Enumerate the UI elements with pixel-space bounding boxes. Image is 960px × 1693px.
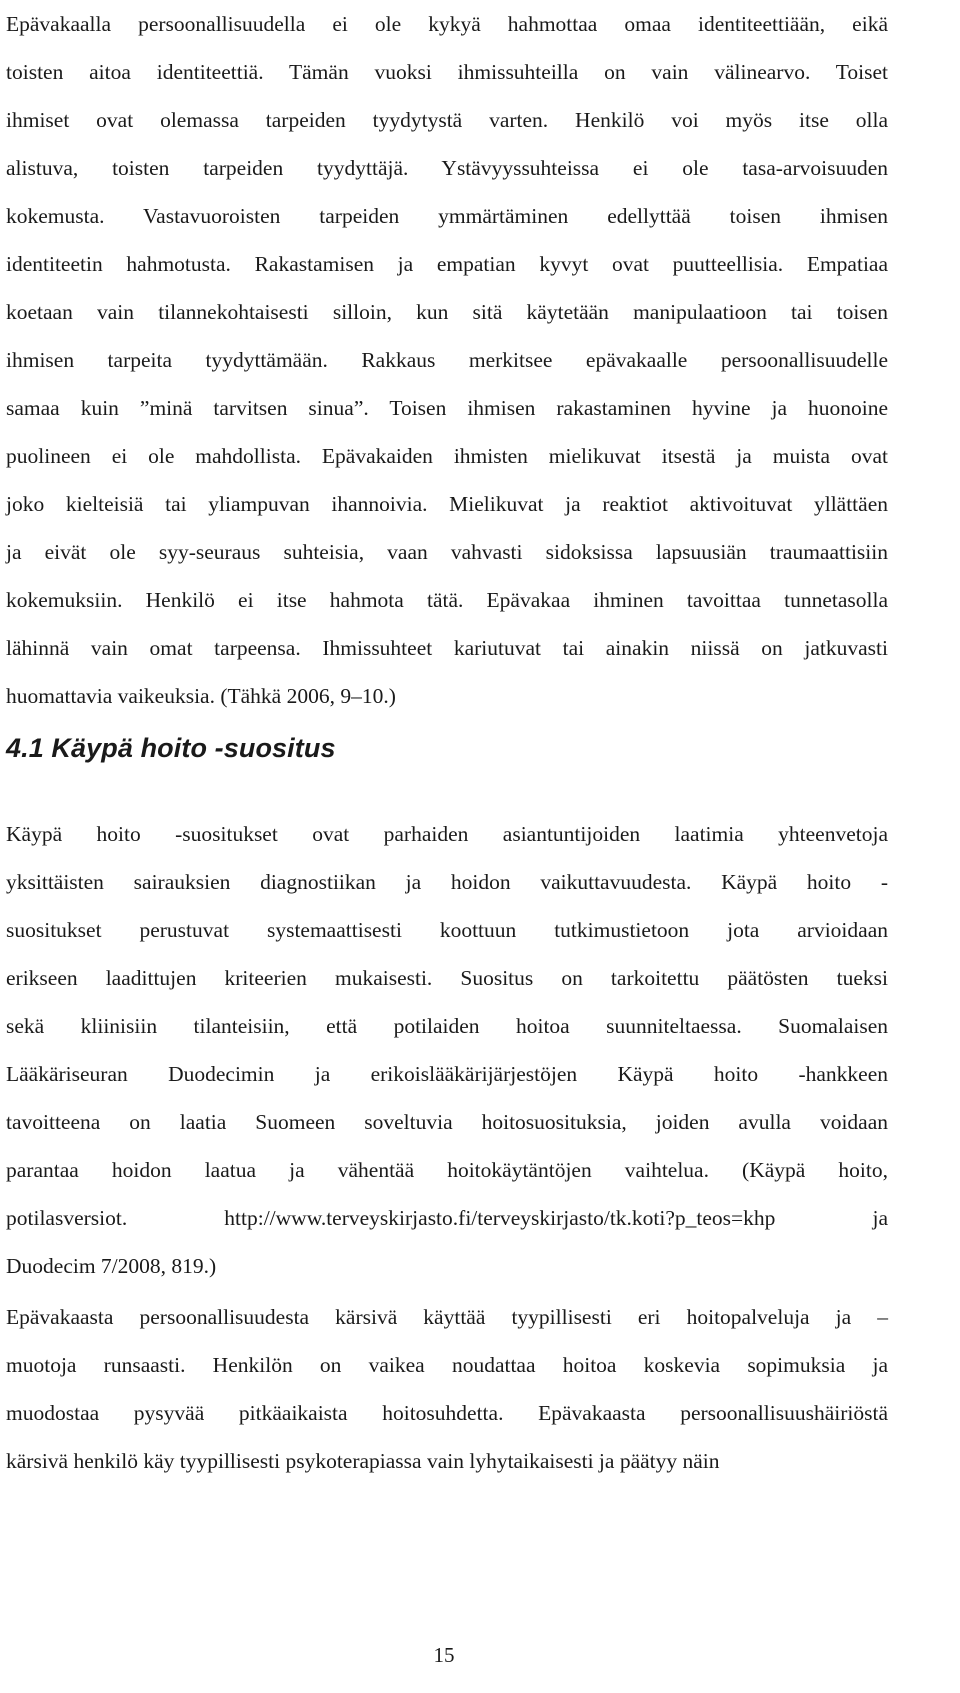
text-line: toisten aitoa identiteettiä. Tämän vuoksi ihmissuhteilla on vain välinearvo. Toiset — [6, 60, 888, 84]
text-line: Käypä hoito -suositukset ovat parhaiden asiantuntijoiden laatimia yhteenvetoja — [6, 822, 888, 846]
text-line: ja eivät ole syy-seuraus suhteisia, vaan vahvasti sidoksissa lapsuusiän traumaattisiin — [6, 540, 888, 564]
text-line: lähinnä vain omat tarpeensa. Ihmissuhteet kariutuvat tai ainakin niissä on jatkuvasti — [6, 636, 888, 660]
text-line: huomattavia vaikeuksia. (Tähkä 2006, 9–10.) — [6, 684, 396, 708]
text-line: koetaan vain tilannekohtaisesti silloin, kun sitä käytetään manipulaatioon tai toisen — [6, 300, 888, 324]
text-line: ihmisen tarpeita tyydyttämään. Rakkaus merkitsee epävakaalle persoonallisuudelle — [6, 348, 888, 372]
text-line: kokemuksiin. Henkilö ei itse hahmota tätä. Epävakaa ihminen tavoittaa tunnetasolla — [6, 588, 888, 612]
text-line: Lääkäriseuran Duodecimin ja erikoislääkärijärjestöjen Käypä hoito -hankkeen — [6, 1062, 888, 1086]
text-line: potilasversiot. http://www.terveyskirjasto.fi/terveyskirjasto/tk.koti?p_teos=khp ja — [6, 1206, 888, 1230]
text-line: Epävakaasta persoonallisuudesta kärsivä käyttää tyypillisesti eri hoitopalveluja ja – — [6, 1305, 888, 1329]
paragraph-current-care-guidelines — [6, 810, 888, 1290]
text-line: Epävakaalla persoonallisuudella ei ole kykyä hahmottaa omaa identiteettiään, eikä — [6, 12, 888, 36]
text-line: parantaa hoidon laatua ja vähentää hoitokäytäntöjen vaihtelua. (Käypä hoito, — [6, 1158, 888, 1182]
text-line: alistuva, toisten tarpeiden tyydyttäjä. Ystävyyssuhteissa ei ole tasa-arvoisuuden — [6, 156, 888, 180]
text-line: muodostaa pysyvää pitkäaikaista hoitosuhdetta. Epävakaasta persoonallisuushäiriöstä — [6, 1401, 888, 1425]
section-heading: 4.1 Käypä hoito -suositus — [6, 733, 336, 763]
text-line: puolineen ei ole mahdollista. Epävakaiden ihmisten mielikuvat itsestä ja muista ovat — [6, 444, 888, 468]
text-line: ihmiset ovat olemassa tarpeiden tyydytystä varten. Henkilö voi myös itse olla — [6, 108, 888, 132]
text-line: Duodecim 7/2008, 819.) — [6, 1254, 217, 1278]
text-line: suositukset perustuvat systemaattisesti koottuun tutkimustietoon jota arvioidaan — [6, 918, 888, 942]
text-line: kokemusta. Vastavuoroisten tarpeiden ymmärtäminen edellyttää toisen ihmisen — [6, 204, 888, 228]
text-line: sekä kliinisiin tilanteisiin, että potilaiden hoitoa suunniteltaessa. Suomalaisen — [6, 1014, 888, 1038]
paragraph-identity-relationships — [6, 0, 888, 720]
text-line: kärsivä henkilö käy tyypillisesti psykoterapiassa vain lyhytaikaisesti ja päätyy näin — [6, 1449, 720, 1473]
text-line: tavoitteena on laatia Suomeen soveltuvia hoitosuosituksia, joiden avulla voidaan — [6, 1110, 888, 1134]
paragraph-treatment-services — [6, 1293, 888, 1485]
text-line: muotoja runsaasti. Henkilön on vaikea noudattaa hoitoa koskevia sopimuksia ja — [6, 1353, 888, 1377]
text-line: samaa kuin ”minä tarvitsen sinua”. Toisen ihmisen rakastaminen hyvine ja huonoine — [6, 396, 888, 420]
text-line: identiteetin hahmotusta. Rakastamisen ja empatian kyvyt ovat puutteellisia. Empatiaa — [6, 252, 888, 276]
text-line: yksittäisten sairauksien diagnostiikan ja hoidon vaikuttavuudesta. Käypä hoito - — [6, 870, 888, 894]
text-line: erikseen laadittujen kriteerien mukaisesti. Suositus on tarkoitettu päätösten tueksi — [6, 966, 888, 990]
page-number: 15 — [433, 1643, 455, 1667]
text-line: joko kielteisiä tai yliampuvan ihannoivia. Mielikuvat ja reaktiot aktivoituvat yllättäen — [6, 492, 888, 516]
